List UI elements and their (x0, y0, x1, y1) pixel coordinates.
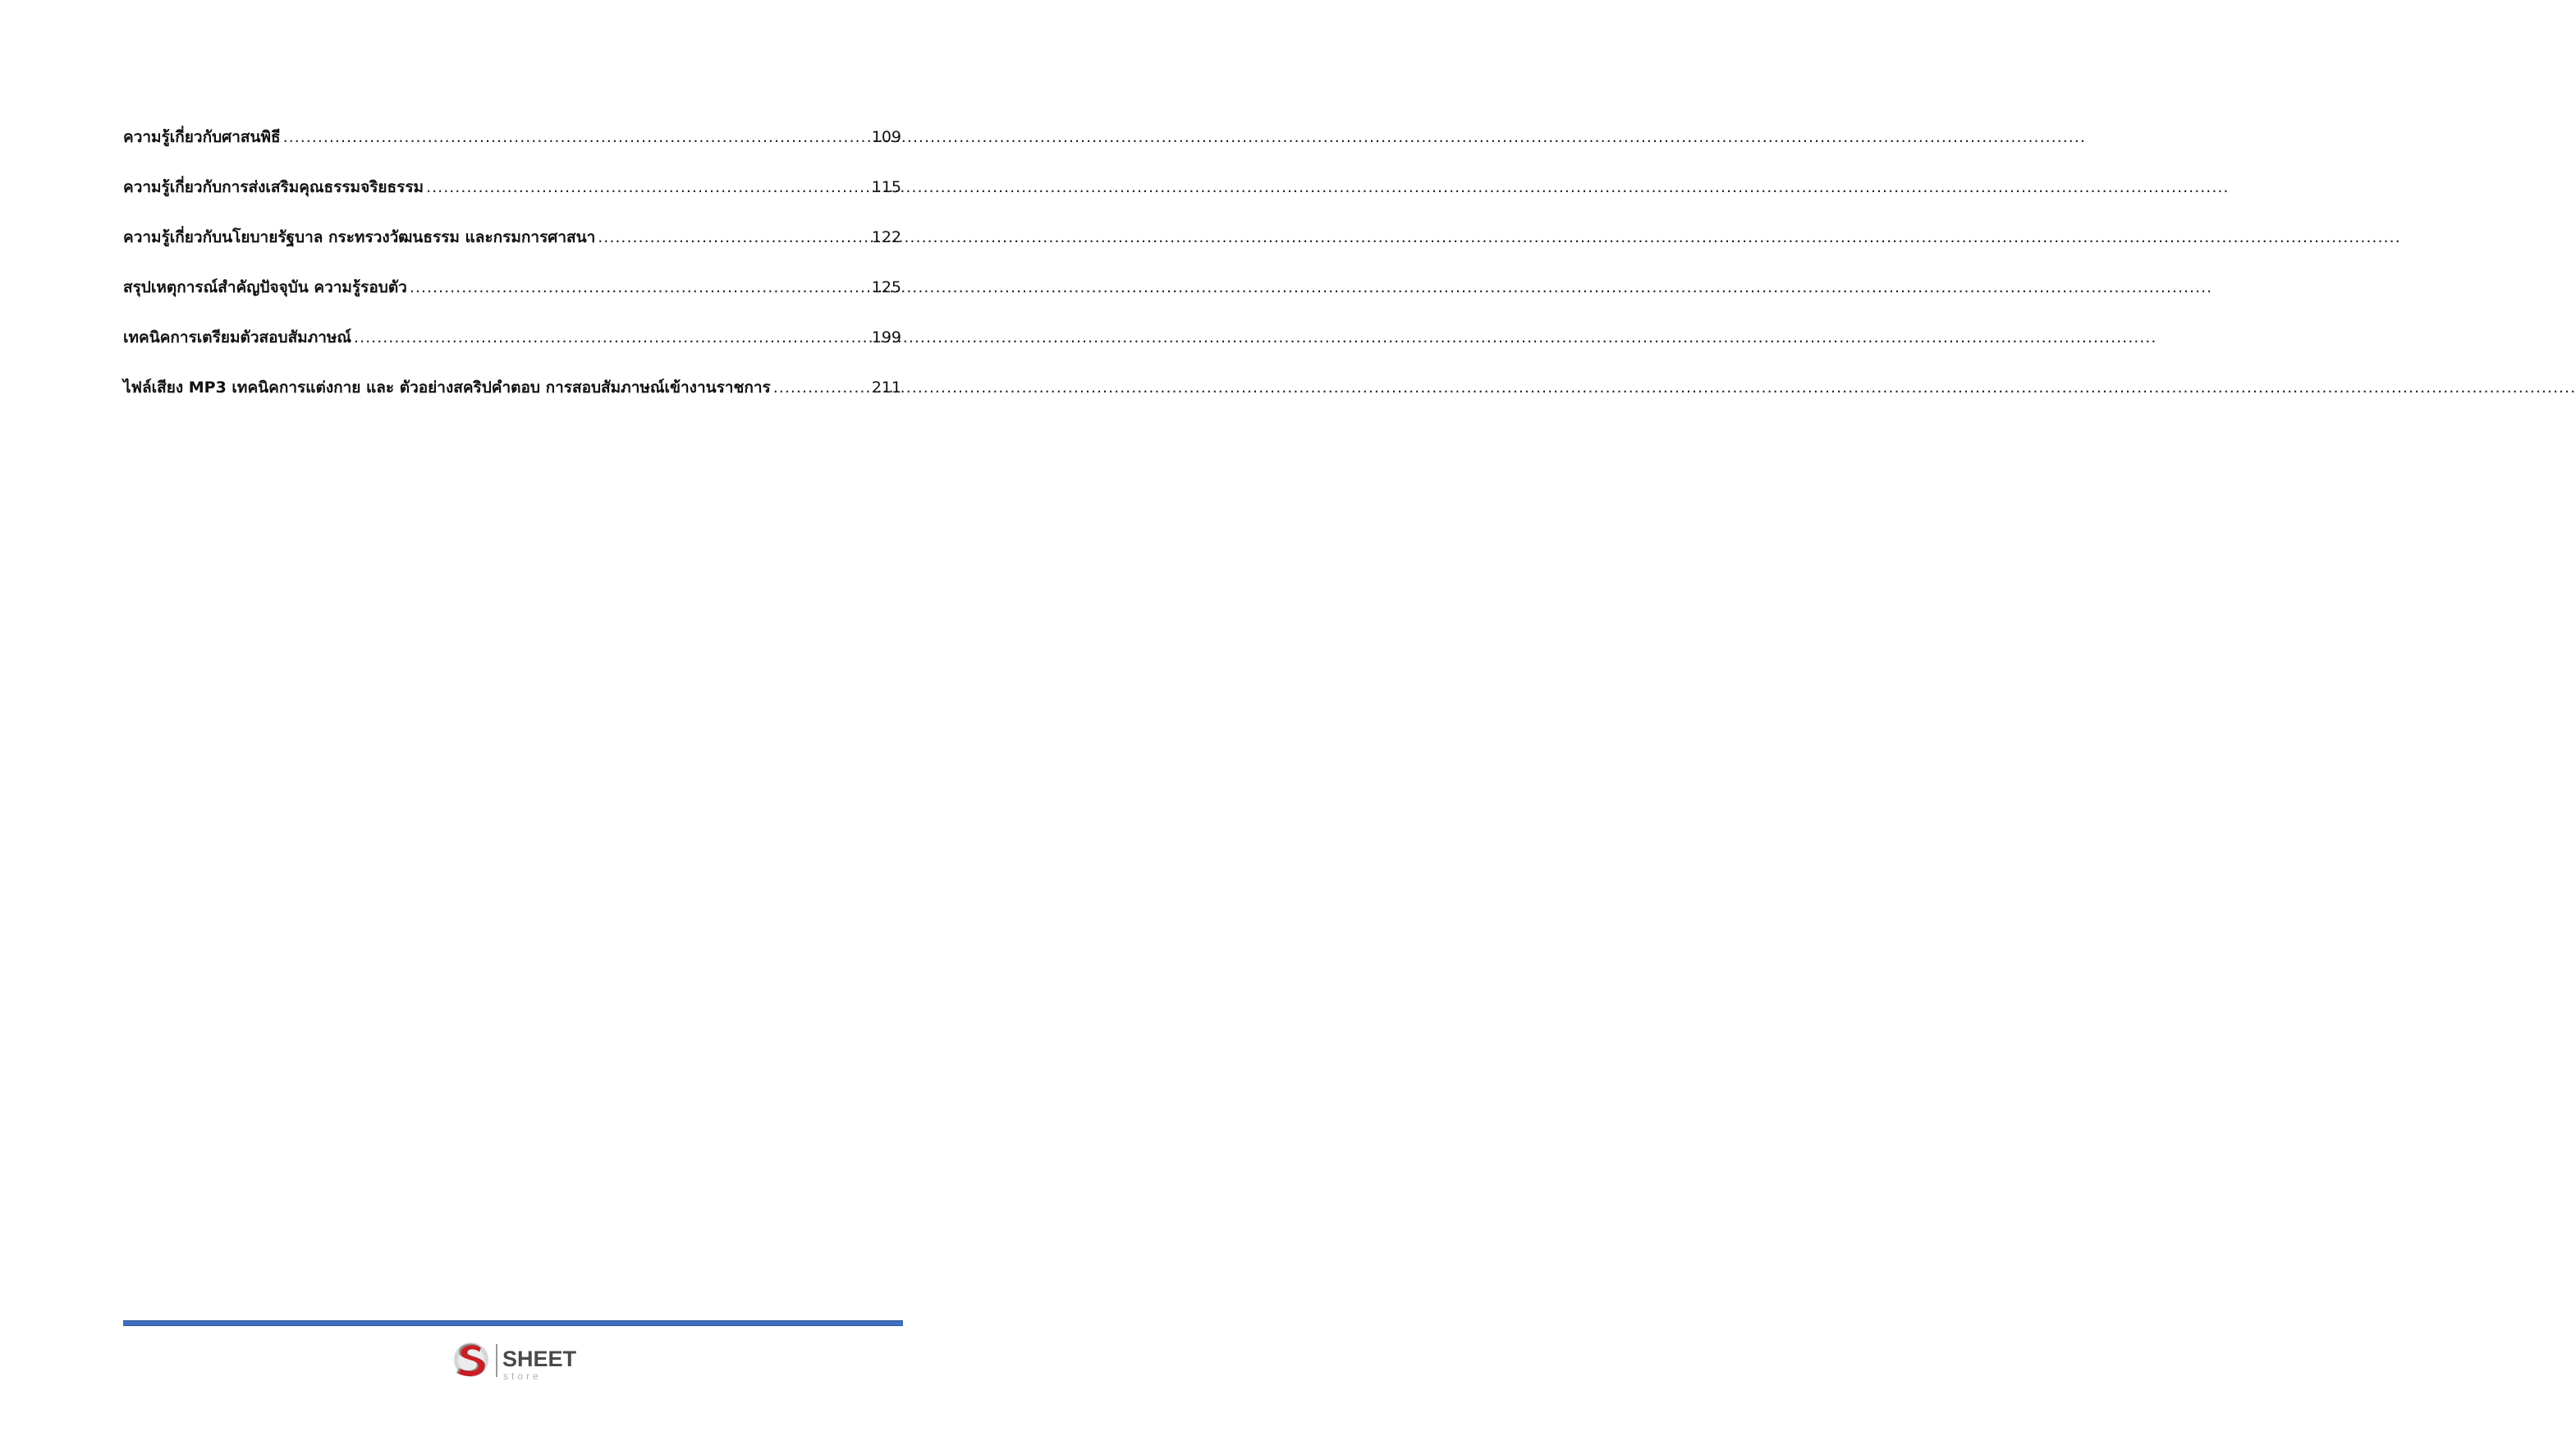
toc-dot-leader (598, 228, 868, 246)
toc-entry-title: ความรู้เกี่ยวกับการส่งเสริมคุณธรรมจริยธรรม (123, 178, 424, 196)
sheet-store-logo (451, 1338, 598, 1384)
toc-dot-leader (426, 178, 869, 196)
toc-entry-title: ความรู้เกี่ยวกับนโยบายรัฐบาล กระทรวงวัฒนธรรม และกรมการศาสนา (123, 228, 596, 246)
sheet-store-s-icon (454, 1342, 488, 1377)
logo-divider (496, 1344, 497, 1377)
toc-dot-leader (410, 278, 869, 296)
toc-entry-page: 115 (871, 178, 901, 196)
logo-brand-text: SHEET (502, 1347, 577, 1371)
toc-entry[interactable] (123, 275, 901, 325)
toc-entry[interactable] (123, 125, 901, 175)
toc-entry[interactable] (123, 375, 901, 425)
toc-entry-title: ไฟล์เสียง MP3 เทคนิคการแต่งกาย และ ตัวอย่างสคริปคำตอบ การสอบสัมภาษณ์เข้างานราชการ (123, 379, 771, 397)
toc-entry-title: สรุปเหตุการณ์สำคัญปัจจุบัน ความรู้รอบตัว (123, 278, 407, 296)
toc-entry-page: 199 (871, 328, 901, 346)
toc-entry-title: เทคนิคการเตรียมตัวสอบสัมภาษณ์ (123, 328, 352, 346)
toc-entry-title: ความรู้เกี่ยวกับศาสนพิธี (123, 128, 281, 146)
toc-entry-page: 211 (871, 379, 901, 397)
toc-dot-leader (283, 128, 869, 146)
toc-entry[interactable] (123, 175, 901, 225)
logo-sub-text: store (503, 1370, 542, 1382)
toc-entry[interactable] (123, 325, 901, 375)
toc-dot-leader (773, 379, 869, 397)
toc-entry-page: 109 (871, 128, 901, 146)
toc-entry[interactable] (123, 225, 901, 275)
footer-divider (123, 1320, 903, 1326)
table-of-contents (123, 125, 901, 425)
toc-entry-page: 125 (871, 278, 901, 296)
toc-dot-leader (354, 328, 869, 346)
toc-entry-page: 122 (871, 228, 901, 246)
